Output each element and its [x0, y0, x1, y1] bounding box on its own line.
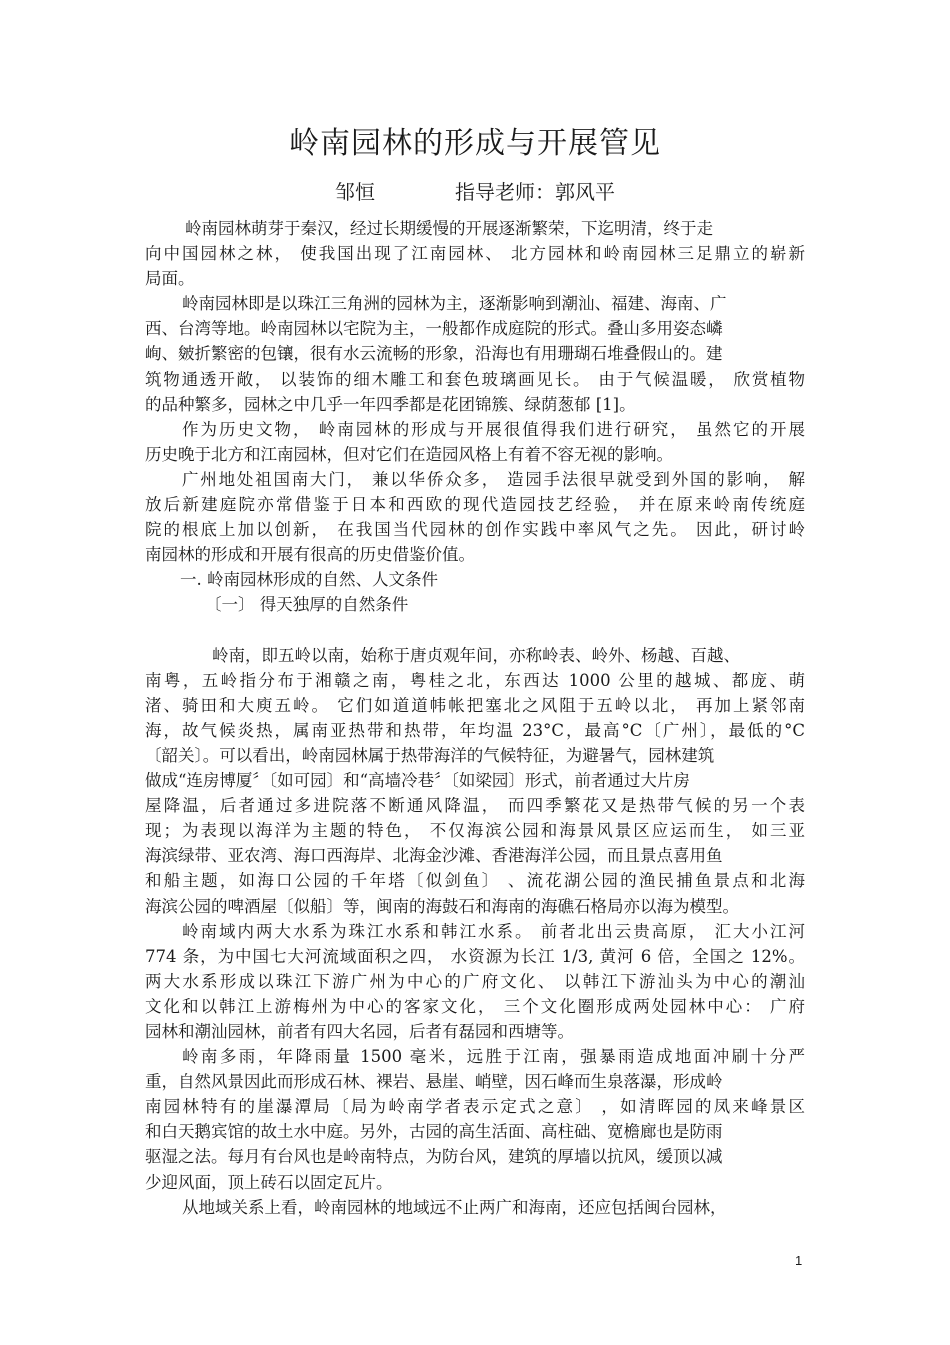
- author-name: 邹恒: [335, 180, 375, 204]
- advisor-name: 指导老师：郭风平: [455, 180, 615, 204]
- text-line: 南粤，五岭指分布于湘赣之南，粤桂之北，东西达 1000 公里的越城、都庞、萌: [145, 670, 805, 690]
- text-line: 现；为表现以海洋为主题的特色， 不仅海滨公园和海景风景区应运而生， 如三亚: [145, 821, 805, 841]
- text-line: 〔韶关〕。可以看出，岭南园林属于热带海洋的气候特征，为避暑气，园林建筑: [145, 745, 715, 765]
- text-line: 做成“连房博厦〞〔如可园〕和“高墙冷巷〞〔如梁园〕形式，前者通过大片房: [145, 771, 690, 791]
- text-line: 南园林的形成和开展有很高的历史借鉴价值。: [145, 545, 475, 565]
- text-line: 渚、骑田和大庾五岭。 它们如道道帏帐把塞北之风阻于五岭以北， 再加上紧邻南: [145, 695, 805, 715]
- text-line: 海，故气候炎热，属南亚热带和热带，年均温 23°C，最高°C〔广州〕，最低的°C: [145, 720, 805, 740]
- text-line: 放后新建庭院亦常借鉴于日本和西欧的现代造园技艺经验， 并在原来岭南传统庭: [145, 495, 805, 515]
- text-line: 海滨公园的啤酒屋〔似船〕等，闽南的海鼓石和海南的海礁石格局亦以海为模型。: [145, 896, 739, 916]
- text-line: 和船主题，如海口公园的千年塔〔似剑鱼〕 、流花湖公园的渔民捕鱼景点和北海: [145, 871, 805, 891]
- text-line: 少迎风面，顶上砖石以固定瓦片。: [145, 1172, 393, 1192]
- text-line: 南园林特有的崖瀑潭局〔局为岭南学者表示定式之意〕 ，如清晖园的凤来峰景区: [145, 1097, 805, 1117]
- text-line: 驱湿之法。每月有台风也是岭南特点，为防台风，建筑的厚墙以抗风，缓顶以减: [145, 1147, 723, 1167]
- text-line: 筑物通透开敞， 以装饰的细木雕工和套色玻璃画见长。 由于气候温暖， 欣赏植物: [145, 369, 805, 389]
- text-line: 局面。: [145, 269, 195, 289]
- text-line: 海滨绿带、亚农湾、海口西海岸、北海金沙滩、香港海洋公园，而且景点喜用鱼: [145, 846, 723, 866]
- text-line: 岭南多雨，年降雨量 1500 毫米，远胜于江南，强暴雨造成地面冲刷十分严: [182, 1047, 805, 1067]
- byline: [0, 178, 950, 206]
- text-line: 岭南园林萌芽于秦汉，经过长期缓慢的开展逐渐繁荣，下迄明清，终于走: [185, 219, 713, 238]
- text-line: 历史晚于北方和江南园林，但对它们在造园风格上有着不容无视的影响。: [145, 444, 673, 464]
- text-line: 峋、皴折繁密的包镶，很有水云流畅的形象，沿海也有用珊瑚石堆叠假山的。建: [145, 344, 723, 364]
- text-line: 广州地处祖国南大门， 兼以华侨众多， 造园手法很早就受到外国的影响， 解: [182, 469, 805, 489]
- text-line: 向中国园林之林， 使我国出现了江南园林、 北方园林和岭南园林三足鼎立的崭新: [145, 244, 805, 264]
- text-line: 岭南，即五岭以南，始称于唐贞观年间，亦称岭表、岭外、杨越、百越、: [212, 645, 740, 665]
- page-number: 1: [795, 1253, 803, 1268]
- text-line: 文化和以韩江上游梅州为中心的客家文化， 三个文化圈形成两处园林中心： 广府: [145, 996, 805, 1016]
- text-line: 屋降温，后者通过多进院落不断通风降温， 而四季繁花又是热带气候的另一个表: [145, 796, 805, 816]
- text-line: 岭南域内两大水系为珠江水系和韩江水系。 前者北出云贵高原， 汇大小江河: [182, 921, 805, 941]
- text-line: 西、台湾等地。岭南园林以宅院为主，一般都作成庭院的形式。叠山多用姿态嶙: [145, 319, 723, 339]
- text-line: 作为历史文物， 岭南园林的形成与开展很值得我们进行研究， 虽然它的开展: [182, 419, 805, 439]
- text-line: 重，自然风景因此而形成石林、裸岩、悬崖、峭壁，因石峰而生泉落瀑，形成岭: [145, 1072, 723, 1092]
- body-text: [145, 216, 805, 1220]
- text-line: 774 条，为中国七大河流域面积之四， 水资源为长江 1/3, 黄河 6 倍，全国之 12%。: [145, 946, 805, 966]
- document-title: 岭南园林的形成与开展管见: [289, 126, 661, 161]
- text-line: 院的根底上加以创新， 在我国当代园林的创作实践中率风气之先。 因此，研讨岭: [145, 520, 805, 540]
- text-line: 两大水系形成以珠江下游广州为中心的广府文化、 以韩江下游汕头为中心的潮汕: [145, 971, 805, 991]
- text-line: 岭南园林即是以珠江三角洲的园林为主，逐渐影响到潮汕、福建、海南、广: [182, 294, 727, 314]
- text-line: 园林和潮汕园林，前者有四大名园，后者有磊园和西塘等。: [145, 1022, 574, 1041]
- text-line: 一. 岭南园林形成的自然、人文条件: [180, 570, 438, 590]
- text-line: 的品种繁多，园林之中几乎一年四季都是花团锦簇、绿荫葱郁 [1]。: [145, 394, 636, 414]
- text-line: 从地域关系上看，岭南园林的地域远不止两广和海南，还应包括闽台园林，: [182, 1197, 727, 1217]
- text-line: 〔一〕 得天独厚的自然条件: [205, 595, 409, 615]
- blank-line: [145, 618, 805, 643]
- text-line: 和白天鹅宾馆的故土水中庭。另外，古园的高生活面、高柱础、宽檐廊也是防雨: [145, 1122, 723, 1142]
